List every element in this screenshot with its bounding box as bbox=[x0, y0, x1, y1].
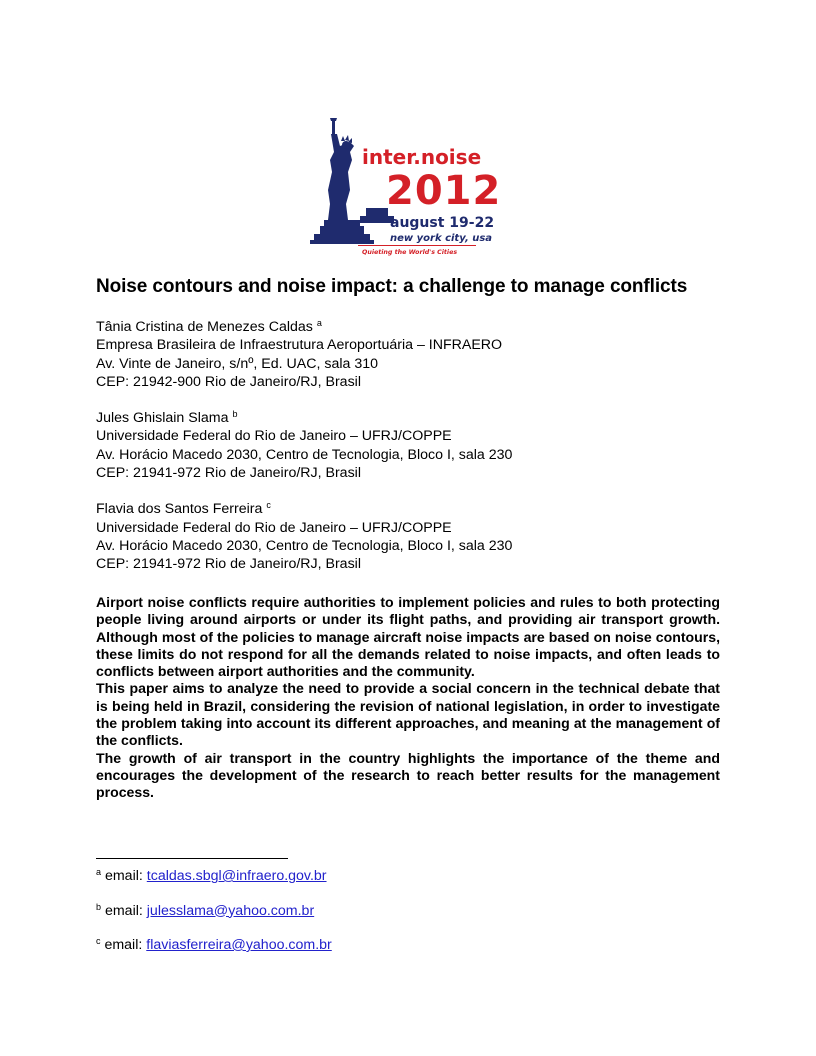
footnote bbox=[96, 868, 332, 903]
logo-year: 2012 bbox=[386, 168, 502, 214]
footnote-label: email: bbox=[104, 902, 143, 919]
postal-line: CEP: 21941-972 Rio de Janeiro/RJ, Brasil bbox=[96, 465, 361, 482]
footnote-mark: b bbox=[96, 901, 102, 912]
author-mark: c bbox=[266, 500, 271, 511]
email-link[interactable]: julesslama@yahoo.com.br bbox=[146, 902, 315, 919]
affiliation-line: Empresa Brasileira de Infraestrutura Aeroportuária – INFRAERO bbox=[96, 337, 503, 354]
author-name-line bbox=[96, 409, 736, 427]
footnote-mark: a bbox=[96, 867, 102, 877]
footnotes bbox=[96, 868, 332, 972]
paper-title: Noise contours and noise impact: a challenge to manage conflicts bbox=[96, 276, 688, 297]
affiliation-line: Universidade Federal do Rio de Janeiro – UFRJ/COPPE bbox=[96, 428, 452, 445]
footnote-label: email: bbox=[104, 937, 143, 953]
author-mark: b bbox=[232, 409, 238, 420]
address-line: Av. Vinte de Janeiro, s/nº, Ed. UAC, sala 310 bbox=[96, 355, 378, 372]
author-block bbox=[96, 500, 736, 573]
postal-line: CEP: 21942-900 Rio de Janeiro/RJ, Brasil bbox=[96, 373, 361, 390]
footnote bbox=[96, 903, 332, 938]
author-block bbox=[96, 409, 736, 482]
author-name: Jules Ghislain Slama bbox=[96, 410, 229, 427]
logo-dates: august 19-22 bbox=[390, 215, 495, 231]
author-name-line bbox=[96, 318, 736, 336]
abstract-paragraph: The growth of air transport in the country highlights the importance of the theme and encourages the development of the research to reach better results for the management process. bbox=[96, 749, 720, 801]
logo-tagline: Quieting the World's Cities bbox=[362, 249, 458, 256]
conference-logo bbox=[310, 112, 510, 262]
author-mark: a bbox=[316, 318, 322, 328]
author-list bbox=[96, 318, 736, 592]
author-name: Tânia Cristina de Menezes Caldas bbox=[96, 319, 313, 335]
abstract-paragraph: This paper aims to analyze the need to provide a social concern in the technical debate that is being held in Brazil, considering the revision of national legislation, in order to investigate the problem taking into account its different approaches, and meaning at the management of the conflicts. bbox=[96, 680, 720, 749]
affiliation-line: Universidade Federal do Rio de Janeiro – UFRJ/COPPE bbox=[96, 519, 452, 536]
footnote-label: email: bbox=[104, 868, 143, 884]
logo-brand: inter.noise bbox=[362, 145, 482, 169]
address-line: Av. Horácio Macedo 2030, Centro de Tecnologia, Bloco I, sala 230 bbox=[96, 446, 513, 463]
email-link[interactable]: flaviasferreira@yahoo.com.br bbox=[146, 937, 332, 953]
postal-line: CEP: 21941-972 Rio de Janeiro/RJ, Brasil bbox=[96, 556, 361, 573]
footnote-mark: c bbox=[96, 936, 101, 946]
statue-of-liberty-icon bbox=[310, 112, 510, 262]
abstract bbox=[96, 594, 720, 802]
author-name-line bbox=[96, 500, 736, 518]
address-line: Av. Horácio Macedo 2030, Centro de Tecnologia, Bloco I, sala 230 bbox=[96, 537, 513, 554]
logo-city: new york city, usa bbox=[390, 233, 493, 244]
footnote-divider bbox=[96, 858, 288, 859]
author-name: Flavia dos Santos Ferreira bbox=[96, 501, 263, 518]
author-block bbox=[96, 318, 736, 391]
abstract-paragraph: Airport noise conflicts require authorities to implement policies and rules to both protecting people living around airports or under its flight paths, and providing air transport growth. Although most of the policies to manage aircraft noise impacts are based on noise contours, these limits do not respond for all the demands related to noise impacts, and often leads to conflicts between airport authorities and the community. bbox=[96, 594, 720, 680]
footnote bbox=[96, 937, 332, 972]
email-link[interactable]: tcaldas.sbgl@infraero.gov.br bbox=[146, 868, 327, 884]
